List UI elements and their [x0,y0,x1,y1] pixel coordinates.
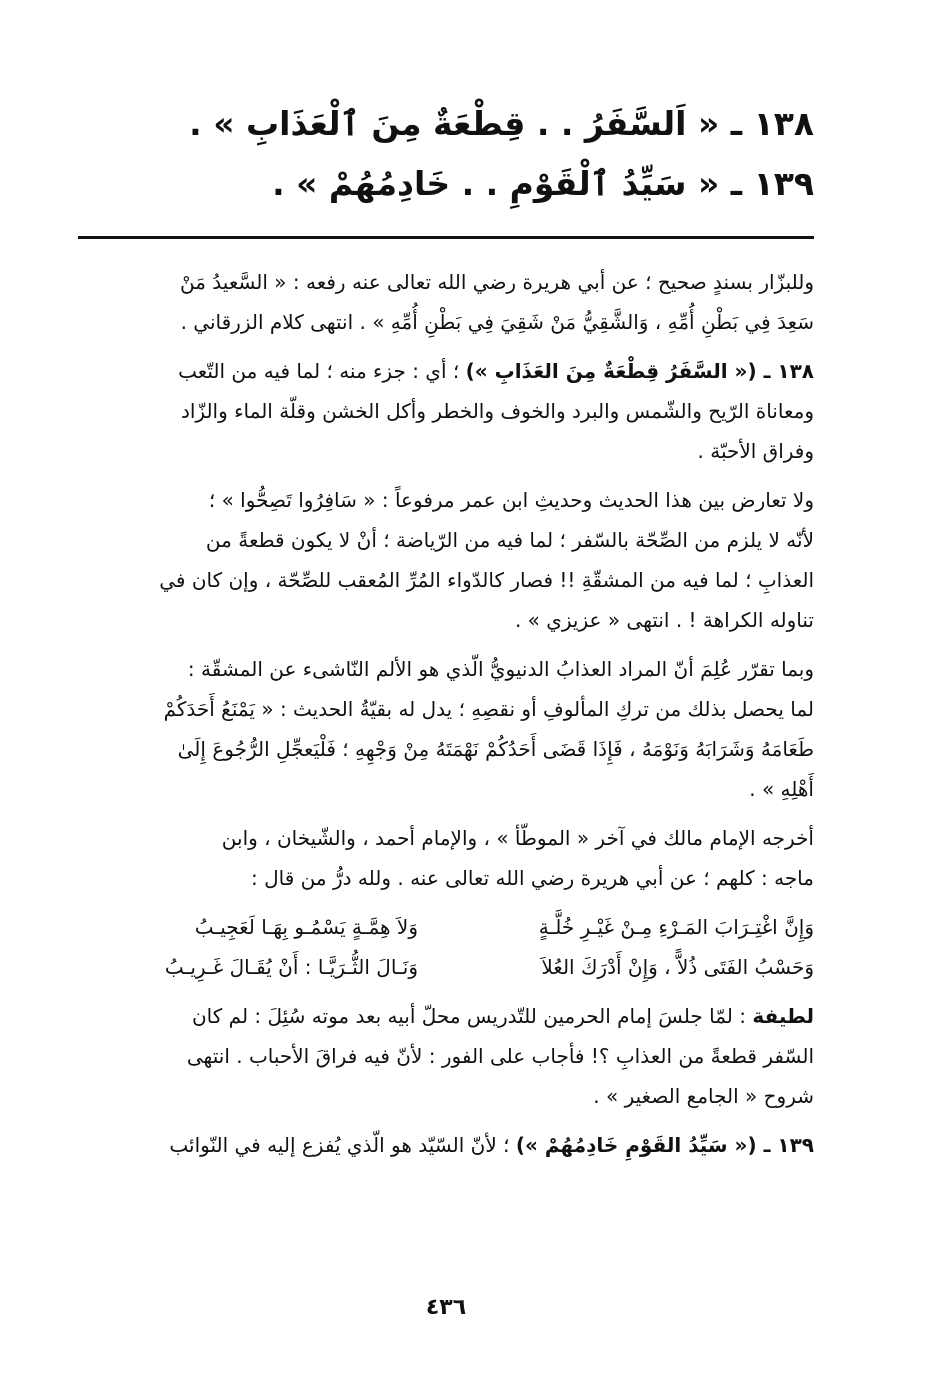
page-number: ٤٣٦ [425,1295,467,1320]
text-line: السّفر قطعةً من العذابِ ؟! فأجاب على الفور : لأنّ فيه فراقَ الأحباب . انتهى [186,1044,814,1068]
latifa-label: لطيفة [752,1004,814,1028]
text-line: وللبزّار بسندٍ صحيح ؛ عن أبي هريرة رضي الله تعالى عنه رفعه : « السَّعيدُ مَنْ [179,270,814,294]
text-line: لما يحصل بذلك من تركِ المألوفِ أو نقصِهِ ؛ يدل له بقيّةُ الحديث : « يَمْنَعُ أَحَدَكُمْ [163,697,814,721]
text-line: طَعَامَهُ وَشَرَابَهُ وَنَوْمَهُ ، فَإِذَا قَضَى أَحَدُكُمْ نَهْمَتَهُ مِنْ وَجْهِهِ ؛ فَلْيَعجِّلِ الرُّجُوعَ إِلَىٰ [177,737,814,761]
text-line [78,996,814,1036]
commentary-paragraph-takhrij [78,818,814,898]
text-line: ماجه : كلهم ؛ عن أبي هريرة رضي الله تعالى عنه . ولله درُّ من قال : [251,866,814,890]
text-line: لأنّه لا يلزم من الصِّحّة بالسّفر ؛ لما فيه من الرّياضة ؛ أنْ لا يكون قطعةً من [205,528,814,552]
hadith-138-gloss: ؛ أي : جزء منه ؛ لما فيه من التّعب [178,359,466,383]
commentary-paragraph-138 [78,351,814,471]
text-line: سَعِدَ فِي بَطْنِ أُمِّهِ ، وَالشَّقِيُّ مَنْ شَقِيَ فِي بَطْنِ أُمِّهِ » . انتهى كلام الزرقاني . [180,310,814,334]
poem-verse [78,947,814,987]
hadith-138-quote: ١٣٨ ـ (« السَّفَرُ قِطْعَةٌ مِنَ العَذَابِ ») [465,359,814,383]
commentary-paragraph-139 [78,1125,814,1165]
latifa-text: : لمّا جلسَ إمام الحرمين للتّدريس محلّ أبيه بعد موته سُئِلَ : لم كان [191,1004,753,1028]
poem-second-hemistich: وَنَـالَ الثُّـرَيَّـا : أَنْ يُقَـالَ غَـرِيـبُ [164,955,418,979]
poem-first-hemistich: وَإِنَّ اغْتِـرَابَ المَـرْءِ مِـنْ غَيْـرِ خُلَّـةٍ [538,915,814,939]
text-line: أخرجه الإمام مالك في آخر « الموطّأ » ، والإمام أحمد ، والشّيخان ، وابن [221,826,814,850]
commentary-paragraph-worldly-torment [78,649,814,809]
poem-first-hemistich: وَحَسْبُ الفَتَى ذُلاًّ ، وَإِنْ أَدْرَكَ العُلاَ [541,955,814,979]
hadith-139-header: ١٣٩ ـ « سَيِّدُ ٱلْقَوْمِ . . خَادِمُهُمْ » . [272,164,814,203]
hadith-139-quote: ١٣٩ ـ (« سَيِّدُ القَوْمِ خَادِمُهُمْ ») [515,1133,814,1157]
text-line: وفراق الأحبّة . [697,439,814,463]
text-line [78,351,814,391]
poem-verses [78,907,814,987]
commentary-paragraph-no-contradiction [78,480,814,640]
text-line [78,1125,814,1165]
commentary-paragraph-bazzar [78,262,814,342]
hadith-138-header: ١٣٨ ـ « اَلسَّفَرُ . . قِطْعَةٌ مِنَ ٱلْعَذَابِ » . [189,104,814,143]
text-line: ومعاناة الرّيح والشّمس والبرد والخوف والخطر وأكل الخشن وقلّة الماء والزّاد [180,399,814,423]
text-line: العذابِ ؛ لما فيه من المشقّةِ !! فصار كالدّواء المُرِّ المُعقب للصِّحّة ، وإن كان في [159,568,814,592]
commentary-paragraph-latifa [78,996,814,1116]
commentary-body [78,262,814,1174]
hadith-139-gloss: ؛ لأنّ السّيّد هو الّذي يُفزع إليه في النّوائب [169,1133,516,1157]
text-line: أَهْلِهِ » . [749,777,814,801]
text-line: ولا تعارض بين هذا الحديث وحديثِ ابن عمر مرفوعاً : « سَافِرُوا تَصِحُّوا » ؛ [208,488,814,512]
header-separator-rule [78,236,814,239]
text-line: تناوله الكراهة ! . انتهى « عزيزي » . [514,608,814,632]
poem-verse [78,907,814,947]
text-line: شروح « الجامع الصغير » . [593,1084,814,1108]
book-page [78,0,814,1375]
poem-second-hemistich: وَلاَ هِمَّـةٍ يَسْمُـو بِهَـا لَعَجِيـبُ [194,915,418,939]
text-line: وبما تقرّر عُلِمَ أنّ المراد العذابُ الدنيويُّ الّذي هو الألم النّاشىء عن المشقّة : [187,657,814,681]
